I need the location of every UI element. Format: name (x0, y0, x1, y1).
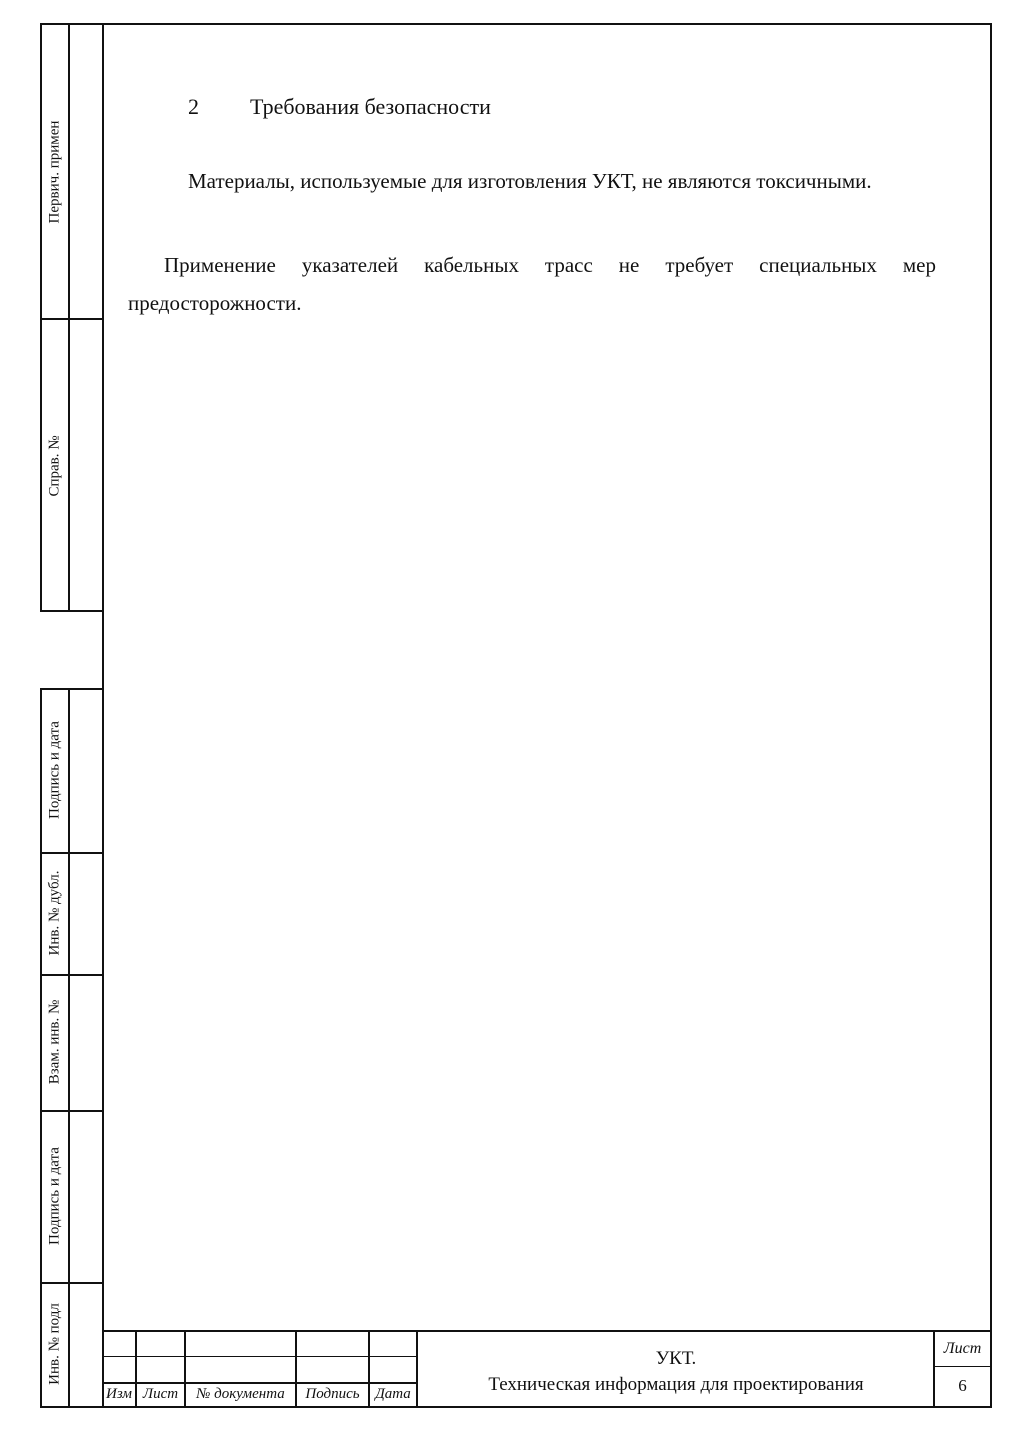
frame-bottom-border (40, 1406, 992, 1408)
stamp-date: Дата (375, 1386, 411, 1402)
stamp-signature: Подпись (305, 1386, 360, 1402)
section-heading (188, 94, 491, 120)
frame-top-border (102, 23, 992, 25)
paragraph-materials: Материалы, используемые для изготовления УКТ, не являются токсичными. (188, 169, 872, 193)
stamp-document-title: Техническая информация для проектирования (488, 1374, 864, 1395)
stamp-sheet-label: Лист (943, 1340, 982, 1357)
side-top-mid (40, 318, 104, 320)
section-number: 2 (188, 94, 199, 119)
stamp-designation: УКТ. (655, 1348, 697, 1369)
side-bottom-outer-left (40, 689, 42, 1408)
side-bottom-divider (68, 689, 70, 1408)
side-top-bottom (40, 610, 104, 612)
side-top-cap (40, 23, 104, 25)
frame-left-border (102, 23, 104, 1408)
side-top-outer-left (40, 23, 42, 611)
stamp-izm: Изм (106, 1386, 132, 1402)
paragraph-precautions: Применение указателей кабельных трасс не требует специальных мер предосторожности. (128, 253, 936, 315)
side-bottom-row3 (40, 1110, 104, 1112)
stamp-sheet-number: 6 (958, 1376, 967, 1395)
stamp-doc-number: № документа (196, 1386, 285, 1402)
side-top-divider (68, 23, 70, 611)
frame-right-border (990, 23, 992, 1408)
stamp-row-line-2 (102, 1382, 418, 1384)
stamp-list: Лист (142, 1386, 179, 1402)
side-bottom-row4 (40, 1282, 104, 1284)
stamp-row-line-1 (102, 1356, 418, 1357)
stamp-sheet-divider (934, 1366, 990, 1367)
section-title: Требования безопасности (250, 94, 491, 119)
side-bottom-cap (40, 688, 104, 690)
side-bottom-row1 (40, 852, 104, 854)
side-bottom-row2 (40, 974, 104, 976)
stamp-top-line (102, 1330, 990, 1332)
